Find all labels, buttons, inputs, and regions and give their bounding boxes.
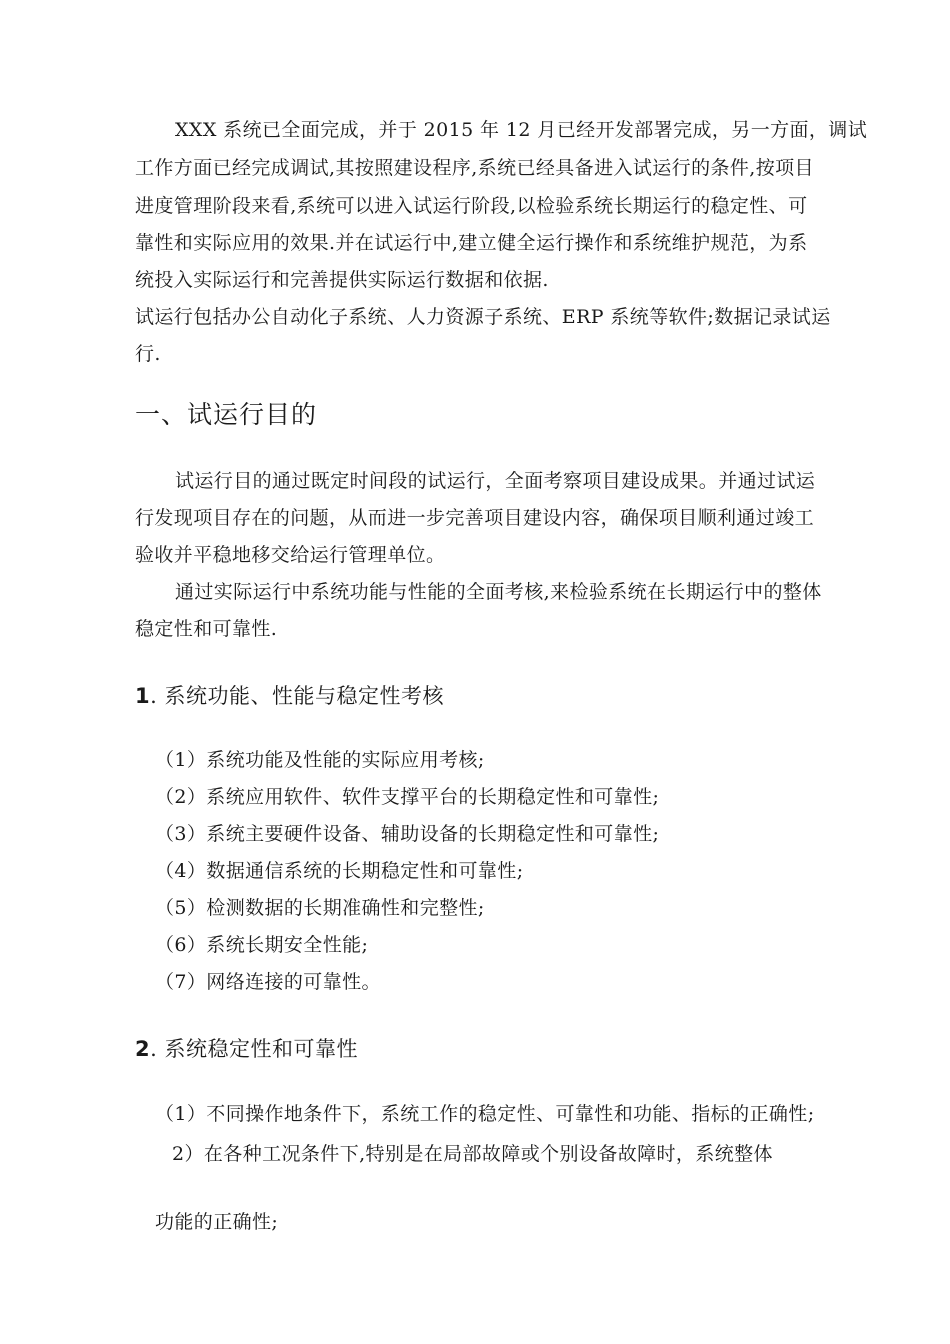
subsection-2-title: . 系统稳定性和可靠性 [150,1037,358,1061]
subsection-1-title: . 系统功能、性能与稳定性考核 [150,684,444,708]
section-para1-line-1: 试运行目的通过既定时间段的试运行，全面考察项目建设成果。并通过试运 [175,470,816,492]
subsection-2-number: 2 [135,1037,151,1061]
sub1-item-7: （7）网络连接的可靠性。 [155,971,381,993]
intro-line-5: 统投入实际运行和完善提供实际运行数据和依据. [135,269,549,291]
sub2-item-1: （1）不同操作地条件下，系统工作的稳定性、可靠性和功能、指标的正确性; [155,1103,815,1125]
sub1-item-5: （5）检测数据的长期准确性和完整性; [155,897,485,919]
section-para1-line-3: 验收并平稳地移交给运行管理单位。 [135,544,446,566]
sub1-item-6: （6）系统长期安全性能; [155,934,369,956]
intro-line-3: 进度管理阶段来看,系统可以进入试运行阶段,以检验系统长期运行的稳定性、可 [135,195,808,217]
intro-line-2: 工作方面已经完成调试,其按照建设程序,系统已经具备进入试运行的条件,按项目 [135,157,814,179]
subsection-1-heading [135,683,444,709]
intro-line-4: 靠性和实际应用的效果.并在试运行中,建立健全运行操作和系统维护规范，为系 [135,232,808,254]
sub1-item-1: （1）系统功能及性能的实际应用考核; [155,749,485,771]
section-para2-line-2: 稳定性和可靠性. [135,618,278,640]
sub2-item-2-continuation: 功能的正确性; [155,1211,279,1233]
sub1-item-4: （4）数据通信系统的长期稳定性和可靠性; [155,860,524,882]
intro-line-6: 试运行包括办公自动化子系统、人力资源子系统、ERP 系统等软件;数据记录试运 [135,306,831,328]
subsection-2-heading [135,1036,358,1062]
section-heading: 一、试运行目的 [135,400,318,429]
intro-line-7: 行. [135,343,161,365]
section-para1-line-2: 行发现项目存在的问题，从而进一步完善项目建设内容，确保项目顺利通过竣工 [135,507,815,529]
sub1-item-3: （3）系统主要硬件设备、辅助设备的长期稳定性和可靠性; [155,823,660,845]
sub1-item-2: （2）系统应用软件、软件支撑平台的长期稳定性和可靠性; [155,786,660,808]
subsection-1-number: 1 [135,684,151,708]
sub2-item-2: 2）在各种工况条件下,特别是在局部故障或个别设备故障时，系统整体 [172,1143,773,1165]
intro-line-1: XXX 系统已全面完成，并于 2015 年 12 月已经开发部署完成，另一方面，调试 [175,119,868,141]
section-para2-line-1: 通过实际运行中系统功能与性能的全面考核,来检验系统在长期运行中的整体 [175,581,822,603]
